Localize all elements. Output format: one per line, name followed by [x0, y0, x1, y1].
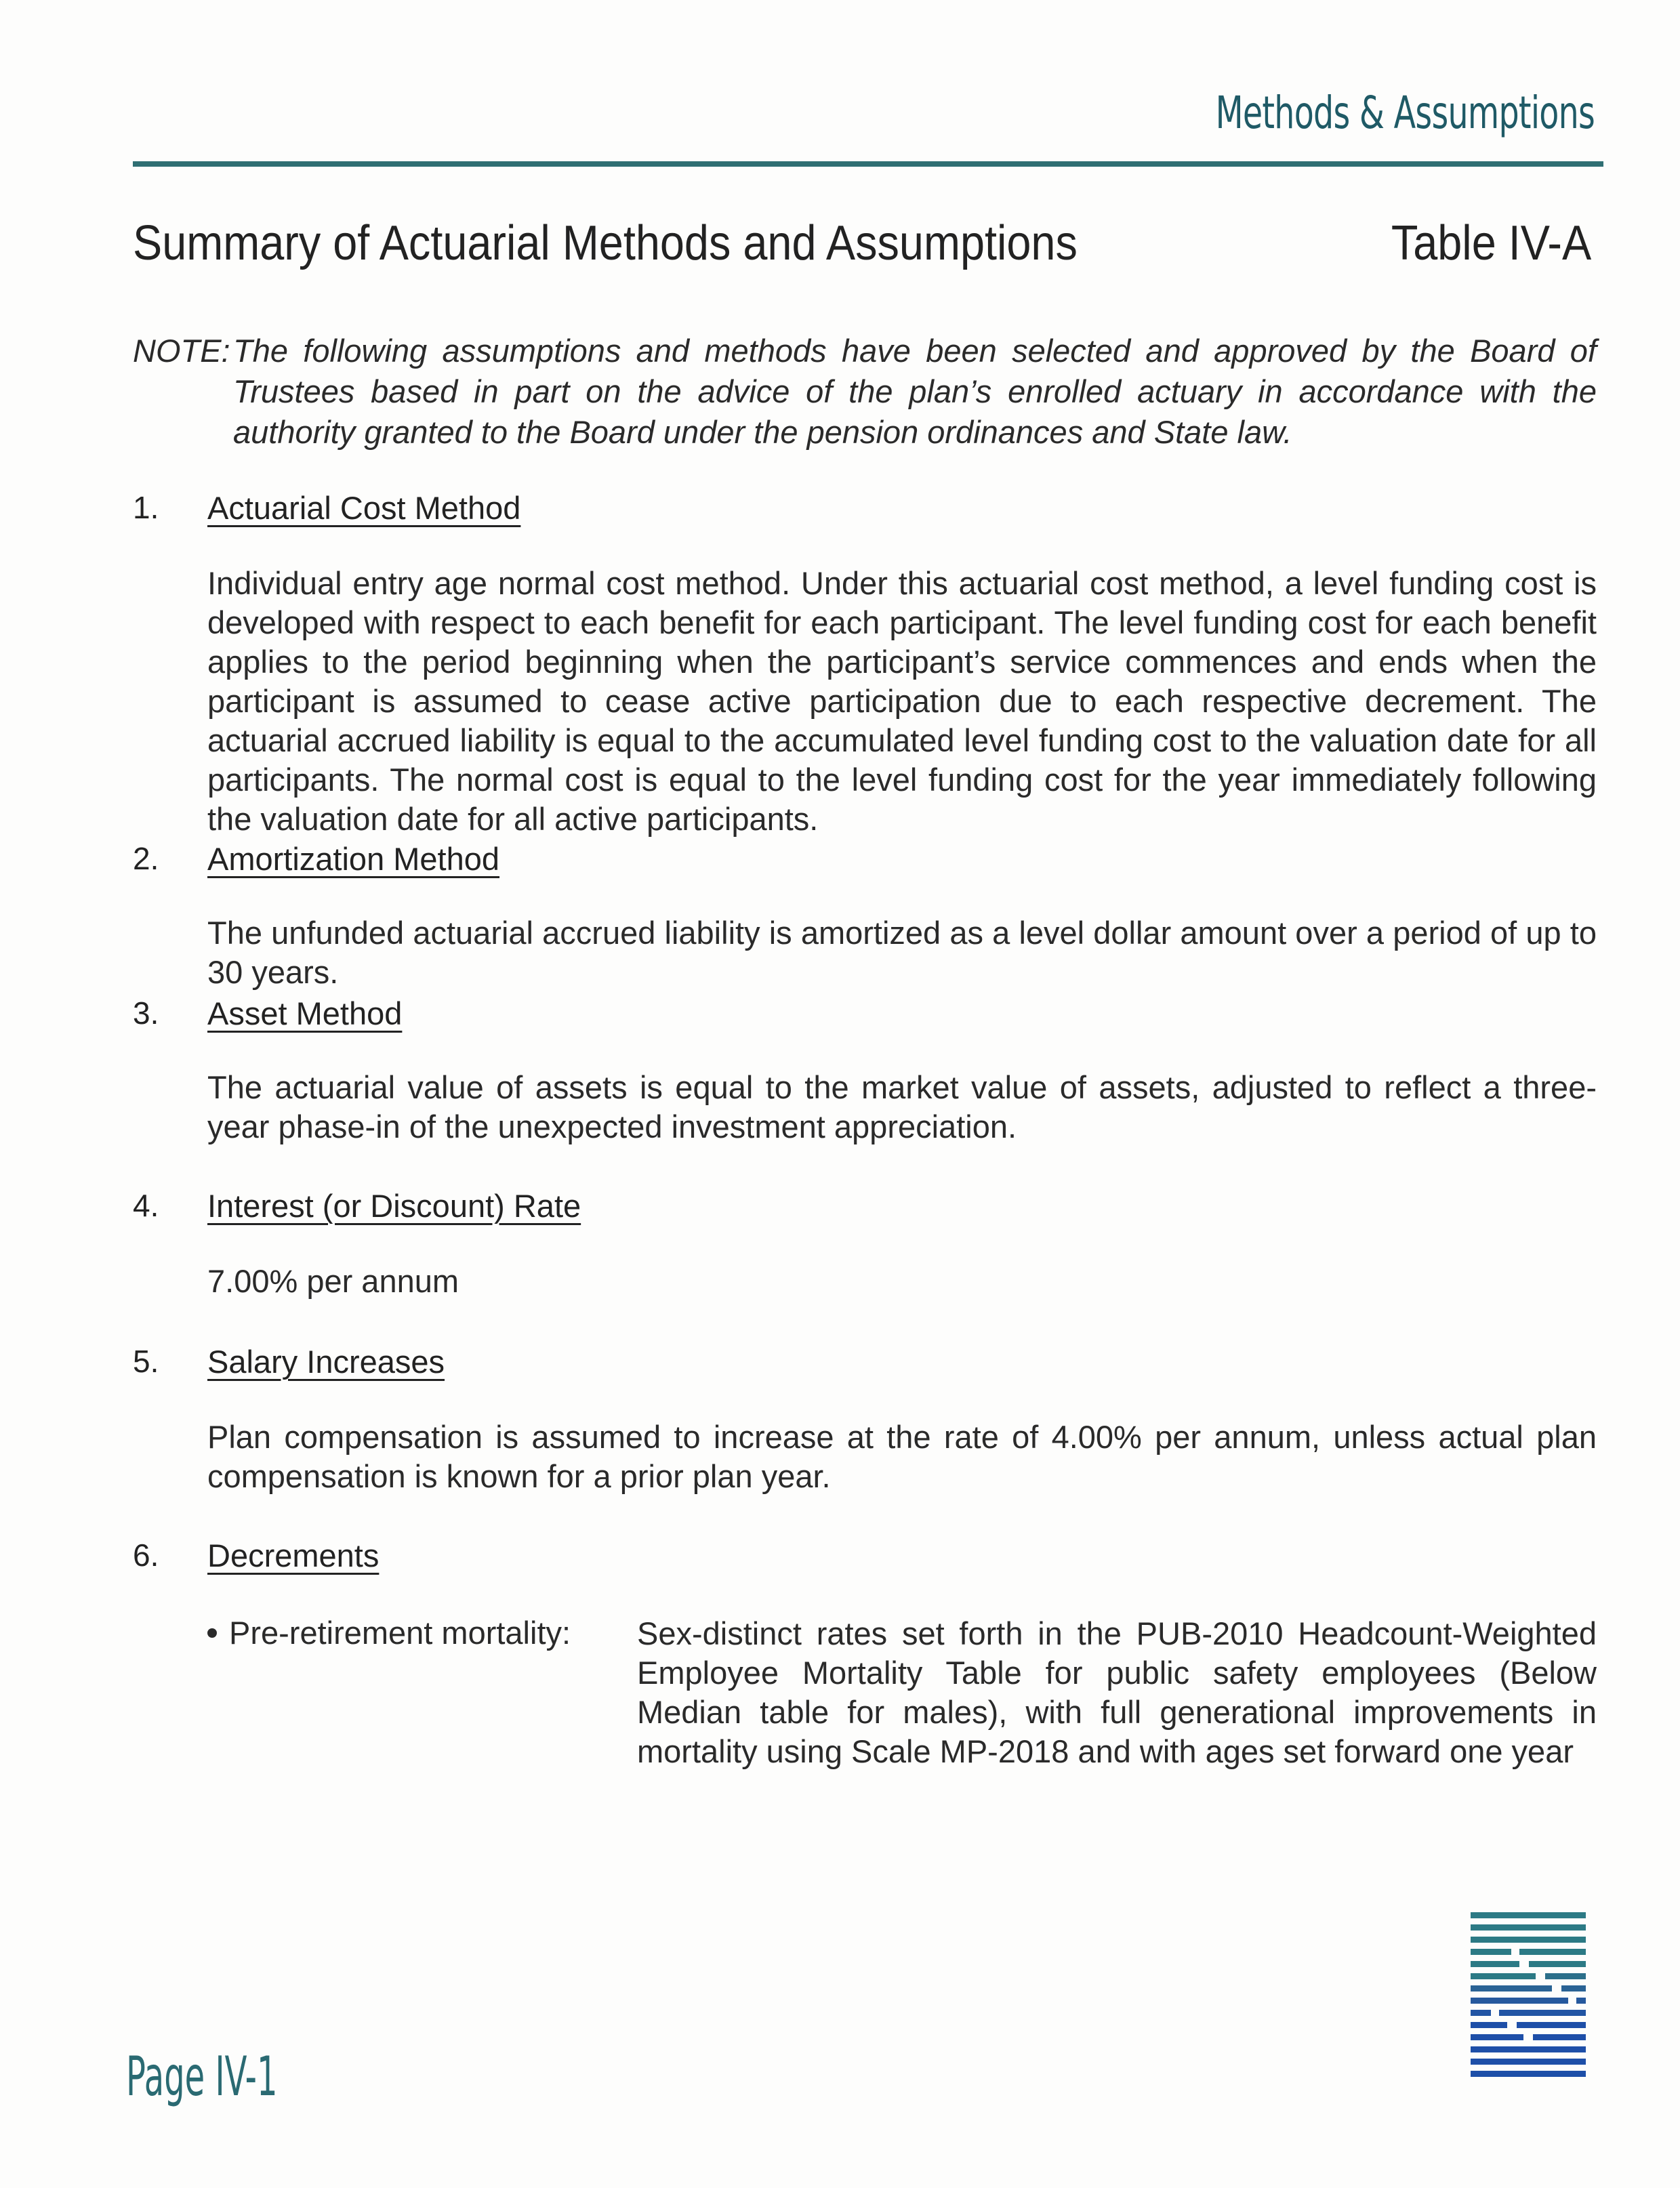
bullet-text-pre-retirement-mortality: Sex-distinct rates set forth in the PUB-2010 Headcount-Weighted Employee Mortality Table for public safety employees (Below Median table for males), with full generational improvements in mortality using Scale MP-2018 and with ages set forward one year	[637, 1615, 1597, 1769]
bullet-label-pre-retirement-mortality	[207, 1614, 571, 1651]
page-title: Summary of Actuarial Methods and Assumptions	[133, 216, 1078, 270]
bullet-icon	[207, 1628, 217, 1638]
page-number: Page IV-1	[126, 2045, 278, 2108]
section-body-asset-method: The actuarial value of assets is equal to the market value of assets, adjusted to reflect a three-year phase-in of the unexpected investment appreciation.	[207, 1069, 1597, 1144]
section-body-interest-rate: 7.00% per annum	[207, 1263, 459, 1299]
logo-stripes	[1471, 1912, 1586, 2077]
note-block	[133, 331, 1597, 453]
note-text: The following assumptions and methods have been selected and approved by the Board of Trustees based in part on the advice of the plan’s enrolled actuary in accordance with the authority granted to the Board under the pension ordinances and State law.	[233, 333, 1597, 450]
section-number: 5.	[133, 1344, 159, 1379]
table-identifier: Table IV-A	[1391, 216, 1591, 270]
section-heading-amortization-method: Amortization Method	[207, 841, 500, 877]
segal-logo-icon	[1464, 1912, 1593, 2088]
section-number: 1.	[133, 490, 159, 525]
section-heading-decrements: Decrements	[207, 1537, 380, 1573]
bullet-label-text: Pre-retirement mortality:	[229, 1615, 571, 1651]
section-number: 2.	[133, 841, 159, 876]
section-header-label: Methods & Assumptions	[1215, 87, 1595, 139]
section-number: 6.	[133, 1537, 159, 1573]
header-divider	[133, 161, 1603, 167]
section-number: 3.	[133, 995, 159, 1031]
section-body-amortization-method: The unfunded actuarial accrued liability is amortized as a level dollar amount over a period of up to 30 years.	[207, 915, 1597, 990]
section-heading-asset-method: Asset Method	[207, 995, 403, 1031]
section-body-salary-increases: Plan compensation is assumed to increase at the rate of 4.00% per annum, unless actual plan compensation is known for a prior plan year.	[207, 1419, 1597, 1494]
section-number: 4.	[133, 1188, 159, 1223]
note-label: NOTE:	[133, 333, 230, 369]
section-heading-interest-rate: Interest (or Discount) Rate	[207, 1188, 581, 1224]
section-heading-salary-increases: Salary Increases	[207, 1344, 445, 1380]
section-heading-actuarial-cost-method: Actuarial Cost Method	[207, 490, 521, 526]
section-body-actuarial-cost-method: Individual entry age normal cost method. Under this actuarial cost method, a level funding cost is developed with respect to each benefit for each participant. The level funding cost for each benefit applies to the period beginning when the participant’s service commences and ends when the participant is assumed to cease active participation due to each respective decrement. The actuarial accrued liability is equal to the accumulated level funding cost to the valuation date for all participants. The normal cost is equal to the level funding cost for the year immediately following the valuation date for all active participants.	[207, 565, 1597, 837]
